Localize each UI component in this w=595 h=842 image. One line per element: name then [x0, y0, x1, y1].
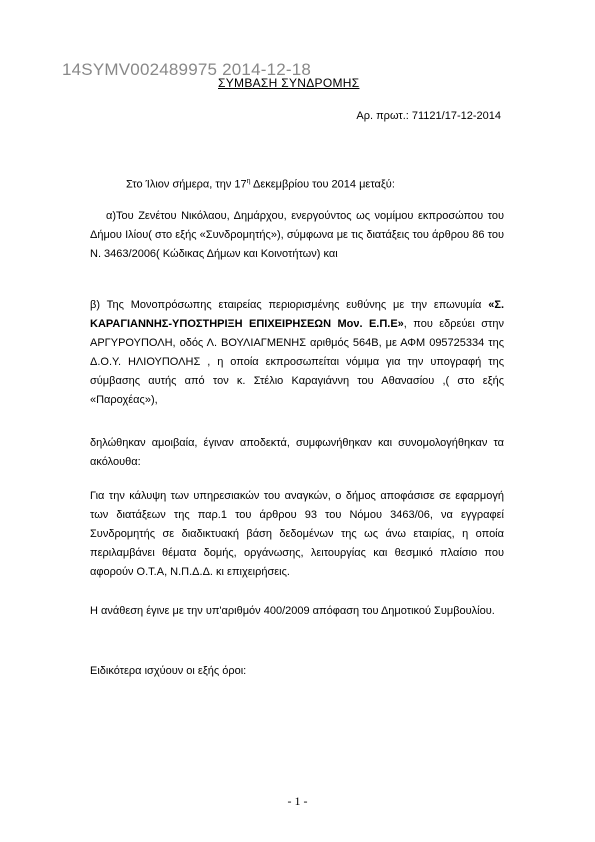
party-b-paragraph: [90, 296, 504, 410]
clause-2-paragraph: Η ανάθεση έγινε με την υπ'αριθμόν 400/2009 απόφαση του Δημοτικού Συμβουλίου.: [90, 605, 495, 617]
document-title: ΣΥΜΒΑΣΗ ΣΥΝΔΡΟΜΗΣ: [218, 76, 360, 90]
document-id-watermark: 14SYMV002489975 2014-12-18: [62, 60, 312, 79]
agreement-paragraph: δηλώθηκαν αμοιβαία, έγιναν αποδεκτά, συμφωνήθηκαν και συνομολογήθηκαν τα ακόλουθα:: [90, 437, 504, 468]
party-a-paragraph: α)Του Ζενέτου Νικόλαου, Δημάρχου, ενεργούντος ως νομίμου εκπροσώπου του Δήμου Ιλίου( στο εξής «Συνδρομητής»), σύμφωνα με τις διατάξεις του άρθρου 86 του Ν. 3463/2006( Κώδικας Δήμων και Κοινοτήτων) και: [90, 210, 504, 260]
clause-3-paragraph: Ειδικότερα ισχύουν οι εξής όροι:: [90, 665, 247, 677]
party-b-company-name: «Σ. ΚΑΡΑΓΙΑΝΝΗΣ-ΥΠΟΣΤΗΡΙΞΗ ΕΠΙΧΕΙΡΗΣΕΩΝ Μον. Ε.Π.Ε»: [90, 299, 504, 330]
intro-paragraph: [90, 172, 504, 195]
clause-1-paragraph: Για την κάλυψη των υπηρεσιακών του αναγκών, ο δήμος αποφάσισε σε εφαρμογή των διατάξεων της παρ.1 του άρθρου 93 του Νόμου 3463/06, να εγγραφεί Συνδρομητής σε διαδικτυακή βάση δεδομένων της ως άνω εταιρίας, η οποία περιλαμβάνει θέματα δομής, οργάνωσης, λειτουργίας και θεσμικό πλαίσιο που αφορούν Ο.Τ.Α, Ν.Π.Δ.Δ. κι επιχειρήσεις.: [90, 490, 504, 578]
party-b-text-after: , που εδρεύει στην ΑΡΓΥΡΟΥΠΟΛΗ, οδός Λ. ΒΟΥΛΙΑΓΜΕΝΗΣ αριθμός 564Β, με ΑΦΜ 095725334 της Δ.Ο.Υ. ΗΛΙΟΥΠΟΛΗΣ , η οποία εκπροσωπείται νόμιμα για την υπογραφή της σύμβασης αυτής από τον κ. Στέλιο Καραγιάννη του Αθανασίου ,( στο εξής «Παροχέας»),: [90, 318, 504, 406]
intro-text-before: Στο Ίλιον σήμερα, την 17: [126, 178, 247, 191]
intro-text-after: Δεκεμβρίου του 2014 μεταξύ:: [250, 178, 395, 191]
protocol-number: Αρ. πρωτ.: 71121/17-12-2014: [356, 110, 501, 122]
party-b-text-before: β) Της Μονοπρόσωπης εταιρείας περιορισμένης ευθύνης με την επωνυμία: [90, 299, 489, 311]
intro-superscript: η: [246, 178, 251, 185]
page-number: - 1 -: [287, 794, 308, 808]
